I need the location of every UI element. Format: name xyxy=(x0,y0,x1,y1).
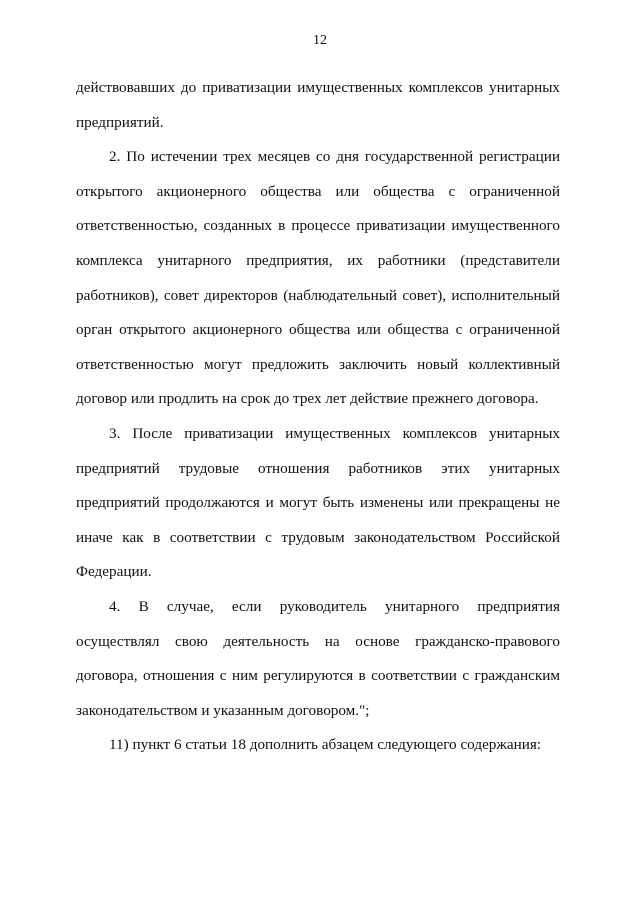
paragraph-item-11: 11) пункт 6 статьи 18 дополнить абзацем следующего содержания: xyxy=(109,736,542,754)
paragraph-continuation: действовавших до приватизации имущественных комплексов унитарных предприятий. xyxy=(76,79,560,131)
document-body xyxy=(76,71,560,763)
paragraph-item-4: 4. В случае, если руководитель унитарного предприятия осуществлял свою деятельность на основе гражданско-правового договора, отношения с ним регулируются в соответствии с гражданским законодательством и указанным договором."; xyxy=(76,597,560,719)
page-number: 12 xyxy=(313,33,327,48)
paragraph-item-3: 3. После приватизации имущественных комплексов унитарных предприятий трудовые отношения работников этих унитарных предприятий продолжаются и могут быть изменены или прекращены не иначе как в соответствии с трудовым законодательством Российской Федерации. xyxy=(76,424,560,581)
paragraph-item-2: 2. По истечении трех месяцев со дня государственной регистрации открытого акционерного общества или общества с ограниченной ответственностью, созданных в процессе приватизации имущественного комплекса унитарного предприятия, их работники (представители работников), совет директоров (наблюдательный совет), исполнительный орган открытого акционерного общества или общества с ограниченной ответственностью могут предложить заключить новый коллективный договор или продлить на срок до трех лет действие прежнего договора. xyxy=(76,148,560,408)
